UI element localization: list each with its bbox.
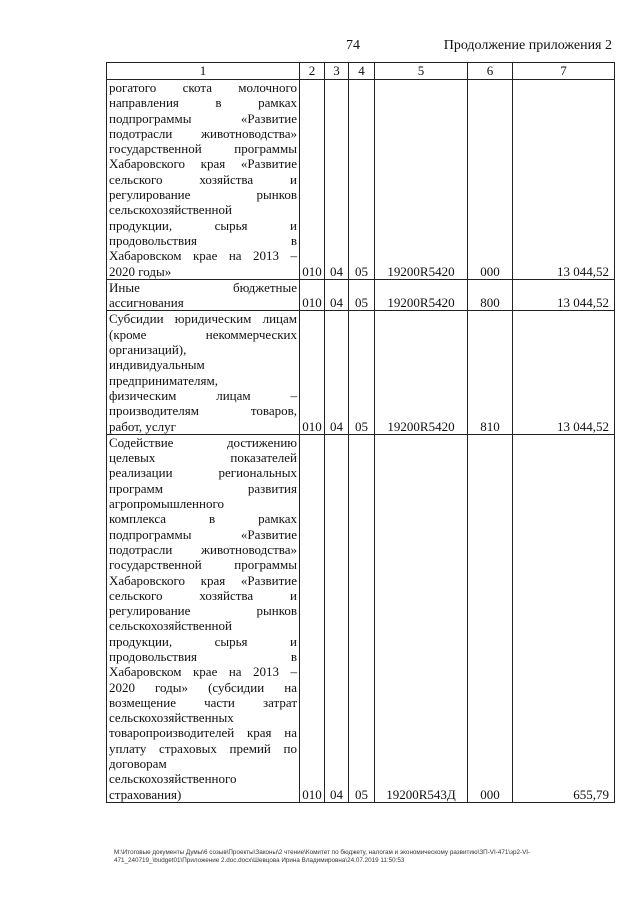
expense-type-code: 810: [468, 311, 513, 434]
expense-type-code: 000: [468, 80, 513, 280]
section-code: 010: [300, 80, 325, 280]
description-line: государственной программы: [109, 557, 297, 573]
description-line: уплату страховых премий по: [109, 740, 297, 756]
description-line: подотрасли животноводства»: [109, 125, 297, 141]
subsection-code: 04: [325, 80, 349, 280]
section-code: 010: [300, 434, 325, 802]
footer-line: 471_240719_\budget01\Приложение 2.doc.docx\Шевцова Ирина Владимировна\24.07.2019 11:50:53: [114, 857, 405, 864]
row-description: [107, 80, 300, 280]
subsection-detail-code: 05: [349, 434, 375, 802]
description-line: организаций),: [109, 342, 187, 358]
expense-type-code: 800: [468, 279, 513, 311]
description-line: предпринимателям,: [109, 372, 218, 388]
section-code: 010: [300, 311, 325, 434]
continuation-title: Продолжение приложения 2: [443, 38, 612, 53]
column-number: 5: [375, 63, 468, 80]
description-line: агропромышленного: [109, 496, 224, 512]
amount-value: 13 044,52: [513, 311, 615, 434]
description-line: рогатого скота молочного: [109, 80, 297, 95]
table-row: [107, 434, 615, 802]
column-number: 2: [300, 63, 325, 80]
target-article-code: 19200R5420: [375, 80, 468, 280]
target-article-code: 19200R5420: [375, 311, 468, 434]
description-line: (кроме некоммерческих: [109, 326, 297, 342]
description-line: Хабаровском крае на 2013 –: [109, 664, 297, 680]
expense-type-code: 000: [468, 434, 513, 802]
amount-value: 655,79: [513, 434, 615, 802]
table-row: [107, 279, 615, 311]
page-number: 74: [346, 38, 360, 53]
description-line: 2020 годы»: [109, 263, 172, 279]
description-line: подпрограммы «Развитие: [109, 526, 297, 542]
column-number: 1: [107, 63, 300, 80]
description-line: регулирование рынков: [109, 603, 297, 619]
description-line: подпрограммы «Развитие: [109, 110, 297, 126]
subsection-detail-code: 05: [349, 311, 375, 434]
description-line: регулирование рынков: [109, 187, 297, 203]
description-line: сельскохозяйственных: [109, 710, 234, 726]
description-line: комплекса в рамках: [109, 511, 297, 527]
description-line: ассигнования: [109, 295, 184, 311]
file-path-footer: [114, 849, 614, 865]
description-line: Содействие достижению: [109, 434, 297, 450]
description-line: продовольствия в: [109, 648, 297, 664]
table-row: [107, 311, 615, 434]
column-number: 6: [468, 63, 513, 80]
row-description: [107, 434, 300, 802]
description-line: сельского хозяйства и: [109, 171, 297, 187]
table-row: [107, 80, 615, 280]
subsection-code: 04: [325, 311, 349, 434]
description-line: продукции, сырья и: [109, 633, 297, 649]
subsection-code: 04: [325, 279, 349, 311]
row-description: [107, 311, 300, 434]
description-line: сельского хозяйства и: [109, 587, 297, 603]
description-line: сельскохозяйственной: [109, 618, 232, 634]
row-description: [107, 279, 300, 311]
column-number: 3: [325, 63, 349, 80]
description-line: государственной программы: [109, 141, 297, 157]
subsection-code: 04: [325, 434, 349, 802]
description-line: товаропроизводителей края на: [109, 725, 297, 741]
amount-value: 13 044,52: [513, 279, 615, 311]
description-line: целевых показателей: [109, 450, 297, 466]
description-line: возмещение части затрат: [109, 694, 297, 710]
description-line: программ развития: [109, 480, 297, 496]
description-line: Иные бюджетные: [109, 279, 297, 295]
target-article-code: 19200R543Д: [375, 434, 468, 802]
description-line: Хабаровского края «Развитие: [109, 572, 297, 588]
footer-line: М:\Итоговые документы Думы\6 созыв\Проекты\Законы\2 чтение\Комитет по бюджету, налогам и экономическому развитию\ЗП-VI-471\зр2-VI-: [114, 849, 531, 856]
description-line: продовольствия в: [109, 232, 297, 248]
description-line: направления в рамках: [109, 95, 297, 111]
column-number: 7: [513, 63, 615, 80]
description-line: Хабаровского края «Развитие: [109, 156, 297, 172]
description-line: сельскохозяйственного: [109, 771, 237, 787]
description-line: договорам: [109, 756, 167, 772]
section-code: 010: [300, 279, 325, 311]
column-number: 4: [349, 63, 375, 80]
description-line: Хабаровском крае на 2013 –: [109, 248, 297, 264]
description-line: продукции, сырья и: [109, 217, 297, 233]
description-line: Субсидии юридическим лицам: [109, 311, 297, 327]
description-line: физическим лицам –: [109, 387, 297, 403]
table-body: [107, 80, 615, 803]
amount-value: 13 044,52: [513, 80, 615, 280]
description-line: страхования): [109, 786, 182, 802]
description-line: работ, услуг: [109, 418, 177, 434]
description-line: производителям товаров,: [109, 403, 297, 419]
description-line: реализации региональных: [109, 465, 297, 481]
description-line: индивидуальным: [109, 357, 205, 373]
budget-table: [106, 62, 615, 803]
subsection-detail-code: 05: [349, 279, 375, 311]
description-line: сельскохозяйственной: [109, 202, 232, 218]
column-number-row: [107, 63, 615, 80]
target-article-code: 19200R5420: [375, 279, 468, 311]
subsection-detail-code: 05: [349, 80, 375, 280]
description-line: подотрасли животноводства»: [109, 541, 297, 557]
description-line: 2020 годы» (субсидии на: [109, 679, 297, 695]
